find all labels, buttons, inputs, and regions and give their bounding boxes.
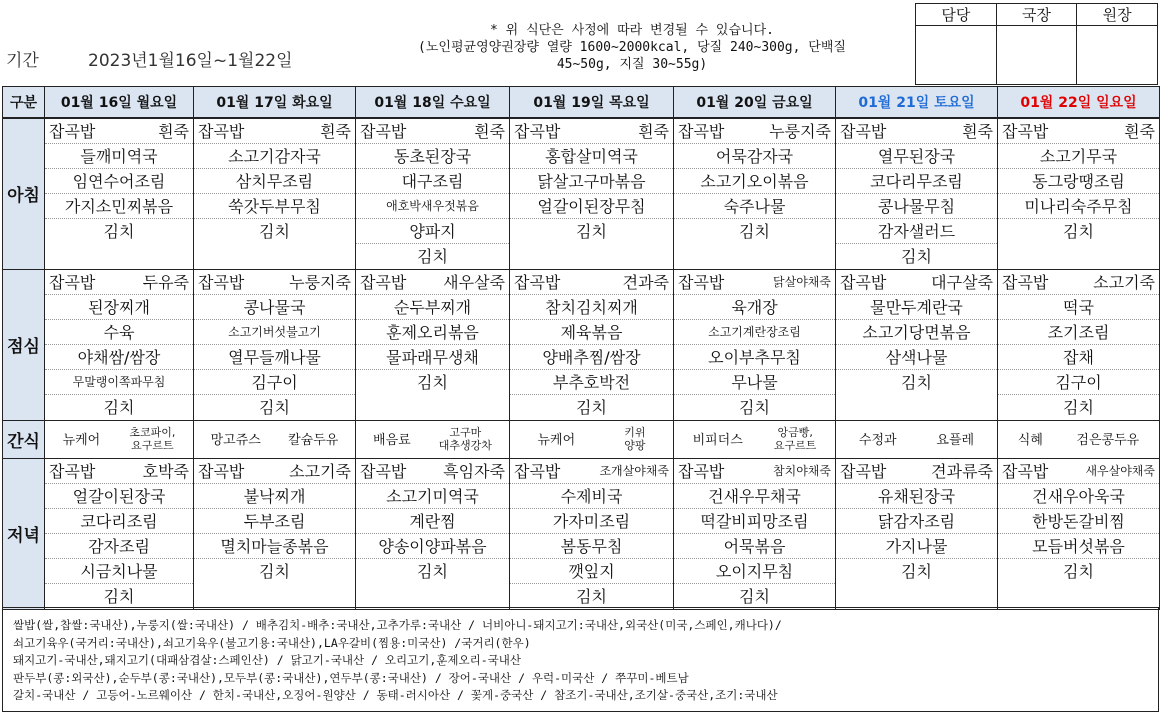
menu-item-porridge: 흰죽 (320, 121, 351, 141)
menu-item: 잡채 (998, 345, 1159, 370)
snack-cell (998, 420, 1160, 458)
menu-cell (510, 118, 674, 270)
menu-item: 소고기당면볶음 (836, 320, 997, 345)
menu-item: 김치 (1063, 397, 1094, 417)
menu-item: 멸치마늘종볶음 (194, 534, 355, 559)
menu-cell (674, 269, 836, 420)
origin-line: 쌀밥(쌀,찹쌀:국내산),누룽지(쌀:국내산) / 배추김치-배추:국내산,고추가루:국내산 / 너비아니-돼지고기:국내산,외국산(미국,스페인,캐나다)/ (13, 618, 782, 632)
menu-item: 김치 (576, 221, 607, 241)
snack-item: 대추생강차 (438, 438, 492, 452)
menu-item-porridge: 대구살죽 (931, 272, 993, 292)
menu-line-main (356, 459, 509, 484)
menu-item: 깻잎지 (510, 559, 673, 584)
menu-item: 양송이양파볶음 (356, 534, 509, 559)
menu-line-main (998, 119, 1159, 144)
menu-item: 동초된장국 (356, 144, 509, 169)
menu-item: 시금치나물 (45, 559, 193, 584)
menu-item-porridge: 호박죽 (142, 461, 189, 481)
nutrition-notice (352, 22, 912, 73)
menu-item: 부추호박전 (510, 370, 673, 395)
menu-cell (998, 269, 1160, 420)
menu-cell (356, 269, 510, 420)
menu-item: 오이부추무침 (674, 345, 835, 370)
menu-line-main (356, 119, 509, 144)
dinner-row (3, 458, 1160, 609)
menu-item: 김구이 (194, 370, 355, 395)
menu-line-main (194, 459, 355, 484)
notice-line: (노인평균영양권장량 열량 1600~2000kcal, 당질 240~300g, 단백질 (418, 40, 846, 55)
menu-item: 불낙찌개 (194, 484, 355, 509)
menu-item-rice: 잡곡밥 (360, 272, 407, 292)
menu-item: 김치 (103, 397, 135, 417)
menu-item: 무나물 (674, 370, 835, 395)
origin-line: 쇠고기육우(국거리:국내산),쇠고기육우(불고기용:국내산),LA우갈비(찜용:미국산) /국거리(한우) (13, 635, 531, 650)
menu-item: 유채된장국 (836, 484, 997, 509)
period-label: 기간 (6, 51, 39, 71)
menu-item: 김치 (417, 246, 448, 266)
menu-cell (836, 458, 998, 609)
notice-line: 45~50g, 지질 30~55g) (556, 57, 708, 72)
snack-items (45, 421, 193, 457)
menu-item: 건새우아욱국 (998, 484, 1159, 509)
menu-item: 코다리무조림 (836, 169, 997, 194)
origin-info (2, 607, 1159, 712)
snack-item: 양팡 (624, 438, 646, 452)
menu-item-rice: 잡곡밥 (198, 121, 245, 141)
menu-item: 수제비국 (510, 484, 673, 509)
menu-item: 동그랑땡조림 (998, 169, 1159, 194)
menu-item-rice: 잡곡밥 (49, 461, 96, 481)
menu-item: 떡갈비피망조림 (674, 509, 835, 534)
menu-item-rice: 잡곡밥 (1002, 461, 1049, 481)
menu-item: 모듬버섯볶음 (998, 534, 1159, 559)
menu-cell (194, 458, 356, 609)
menu-item: 가자미조림 (510, 509, 673, 534)
menu-cell (194, 118, 356, 270)
menu-cell (45, 458, 194, 609)
snack-items (674, 421, 835, 457)
weekly-menu-table (2, 86, 1160, 610)
menu-item: 소고기무국 (998, 144, 1159, 169)
menu-item: 건새우무채국 (674, 484, 835, 509)
menu-item: 제육볶음 (510, 320, 673, 345)
menu-line-main (510, 270, 673, 295)
menu-item: 김치 (1063, 561, 1094, 581)
menu-item: 김치 (901, 246, 932, 266)
menu-item-porridge: 흰죽 (158, 121, 189, 141)
menu-item: 열무들깨나물 (194, 345, 355, 370)
menu-item: 참치김치찌개 (510, 295, 673, 320)
snack-item: 비피더스 (692, 433, 743, 448)
menu-item: 얼갈이된장무침 (510, 194, 673, 219)
snack-item: 앙금빵, (777, 425, 813, 439)
menu-item-porridge: 견과류죽 (931, 461, 993, 481)
menu-item: 코다리조림 (45, 509, 193, 534)
snack-cell (674, 420, 836, 458)
menu-item-rice: 잡곡밥 (360, 461, 407, 481)
day-header-mon: 01월 16일 월요일 (45, 87, 194, 118)
menu-item-rice: 잡곡밥 (678, 121, 725, 141)
menu-item-rice: 잡곡밥 (1002, 121, 1049, 141)
snack-item: 고구마 (449, 425, 482, 439)
menu-item: 무말랭이쪽파무침 (45, 370, 193, 395)
menu-item-rice: 잡곡밥 (840, 461, 887, 481)
snack-item: 칼슘두유 (288, 433, 339, 448)
period-value: 2023년1월16일~1월22일 (88, 51, 293, 71)
snack-item-stacked (624, 426, 645, 452)
notice-line: * 위 식단은 사정에 따라 변경될 수 있습니다. (490, 23, 774, 38)
menu-item: 김치 (259, 221, 290, 241)
snack-items (194, 421, 355, 457)
menu-item-porridge: 새우살야채죽 (1085, 463, 1155, 478)
menu-item: 물파래무생채 (356, 345, 509, 370)
menu-item: 김치 (417, 561, 448, 581)
menu-item: 양배추찜/쌈장 (510, 345, 673, 370)
menu-cell (45, 269, 194, 420)
day-header-sun: 01월 22일 일요일 (998, 87, 1160, 118)
snack-item: 요플레 (936, 433, 975, 448)
day-header-sat: 01월 21일 토요일 (836, 87, 998, 118)
approval-head-label: 원장 (1077, 4, 1158, 26)
snack-items (836, 421, 997, 457)
menu-item-porridge: 참치야채죽 (773, 463, 831, 478)
menu-line-main (836, 459, 997, 484)
menu-item: 김구이 (998, 370, 1159, 395)
menu-item-porridge: 흰죽 (474, 121, 505, 141)
menu-item: 김치 (901, 561, 932, 581)
menu-item: 조기조림 (998, 320, 1159, 345)
menu-item: 김치 (259, 561, 290, 581)
snack-cell (836, 420, 998, 458)
menu-line-main (998, 459, 1159, 484)
menu-item: 닭살고구마볶음 (510, 169, 673, 194)
menu-item-rice: 잡곡밥 (198, 272, 245, 292)
menu-item: 순두부찌개 (356, 295, 509, 320)
menu-item: 오이지무침 (674, 559, 835, 584)
snack-item: 수정과 (858, 433, 897, 448)
origin-line: 판두부(콩:외국산),순두부(콩:국내산),모두부(콩:국내산),연두부(콩:국내산) / 장어-국내산 / 우럭-미국산 / 쭈꾸미-베트남 (13, 670, 689, 685)
menu-cell (510, 269, 674, 420)
menu-item-porridge: 흑임자죽 (443, 461, 505, 481)
menu-item-porridge: 두유죽 (142, 272, 189, 292)
menu-line-main (836, 119, 997, 144)
snack-item: 초코파이, (129, 425, 176, 439)
snack-item: 요구르트 (773, 438, 817, 452)
menu-item: 떡국 (998, 295, 1159, 320)
snack-cell (45, 420, 194, 458)
menu-cell (674, 118, 836, 270)
snack-item-stacked (774, 426, 817, 452)
menu-item-porridge: 새우살죽 (443, 272, 505, 292)
menu-cell (356, 458, 510, 609)
menu-item-rice: 잡곡밥 (198, 461, 245, 481)
snack-item: 망고쥬스 (210, 433, 261, 448)
menu-item: 계란찜 (356, 509, 509, 534)
corner-cell: 구분 (3, 87, 45, 118)
menu-item: 얼갈이된장국 (45, 484, 193, 509)
menu-item: 열무된장국 (836, 144, 997, 169)
menu-cell (836, 118, 998, 270)
snack-item: 뉴케어 (62, 433, 101, 448)
menu-item: 김치 (1063, 221, 1094, 241)
menu-line-main (674, 459, 835, 484)
menu-cell (510, 458, 674, 609)
approval-box (915, 3, 1158, 85)
menu-item: 미나리숙주무침 (998, 194, 1159, 219)
menu-item: 삼치무조림 (194, 169, 355, 194)
day-header-row (3, 87, 1160, 118)
menu-item-rice: 잡곡밥 (49, 272, 96, 292)
snack-item: 키위 (624, 425, 646, 439)
menu-item: 김치 (901, 372, 932, 392)
menu-item: 두부조림 (194, 509, 355, 534)
snack-item: 배음료 (373, 433, 411, 448)
origin-line: 돼지고기-국내산,돼지고기(대패삼겹살:스페인산) / 닭고기-국내산 / 오리고기,훈제오리-국내산 (13, 653, 521, 667)
menu-item-porridge: 소고기죽 (1093, 272, 1155, 292)
menu-cell (836, 269, 998, 420)
menu-item: 소고기버섯불고기 (194, 320, 355, 345)
snack-item-stacked (129, 426, 175, 452)
menu-item: 숙주나물 (674, 194, 835, 219)
menu-item-rice: 잡곡밥 (514, 272, 561, 292)
menu-item: 김치 (739, 586, 770, 606)
meal-label-lunch: 점심 (3, 269, 45, 420)
menu-line-main (194, 270, 355, 295)
lunch-row (3, 269, 1160, 420)
menu-item-rice: 잡곡밥 (514, 461, 561, 481)
menu-item: 김치 (103, 586, 135, 606)
menu-line-main (674, 119, 835, 144)
menu-item-rice: 잡곡밥 (840, 121, 887, 141)
snack-items (510, 421, 673, 457)
day-header-fri: 01월 20일 금요일 (674, 87, 836, 118)
menu-item: 봄동무침 (510, 534, 673, 559)
meal-label-snack: 간식 (3, 420, 45, 458)
menu-item-rice: 잡곡밥 (49, 121, 96, 141)
menu-cell (356, 118, 510, 270)
menu-item: 들깨미역국 (45, 144, 193, 169)
approval-charge-label: 담당 (916, 4, 997, 26)
menu-line-main (674, 270, 835, 295)
menu-item: 김치 (576, 397, 607, 417)
header (0, 0, 1161, 86)
snack-item: 요구르트 (131, 438, 174, 452)
menu-item: 홍합살미역국 (510, 144, 673, 169)
day-header-wed: 01월 18일 수요일 (356, 87, 510, 118)
snack-cell (194, 420, 356, 458)
snack-item-stacked (439, 426, 492, 452)
menu-item: 어묵볶음 (674, 534, 835, 559)
menu-item: 대구조림 (356, 169, 509, 194)
menu-item: 수육 (45, 320, 193, 345)
menu-item-rice: 잡곡밥 (678, 461, 725, 481)
menu-item-rice: 잡곡밥 (678, 272, 725, 292)
menu-item: 김치 (103, 221, 135, 241)
menu-item: 콩나물무침 (836, 194, 997, 219)
menu-item: 소고기미역국 (356, 484, 509, 509)
menu-item: 닭감자조림 (836, 509, 997, 534)
breakfast-row (3, 118, 1160, 270)
menu-cell (998, 458, 1160, 609)
menu-item-porridge: 소고기죽 (289, 461, 351, 481)
snack-cell (356, 420, 510, 458)
menu-cell (45, 118, 194, 270)
menu-line-main (510, 459, 673, 484)
menu-line-main (836, 270, 997, 295)
menu-item: 훈제오리볶음 (356, 320, 509, 345)
origin-line: 갈치-국내산 / 고등어-노르웨이산 / 한치-국내산,오징어-원양산 / 동태-러시아산 / 꽃게-중국산 / 참조기-국내산,조기살-중국산,조기:국내산 (13, 688, 778, 702)
menu-item-porridge: 흰죽 (962, 121, 993, 141)
menu-item-porridge: 조개살야채죽 (599, 463, 669, 478)
menu-item: 양파지 (356, 219, 509, 244)
menu-item: 육개장 (674, 295, 835, 320)
menu-item: 된장찌개 (45, 295, 193, 320)
day-header-thu: 01월 19일 목요일 (510, 87, 674, 118)
menu-item: 야채쌈/쌈장 (45, 345, 193, 370)
menu-cell (674, 458, 836, 609)
menu-item: 감자조림 (45, 534, 193, 559)
approval-charge-sign[interactable] (916, 26, 997, 85)
menu-item: 물만두계란국 (836, 295, 997, 320)
approval-director-sign[interactable] (996, 26, 1077, 85)
menu-item-porridge: 흰죽 (1124, 121, 1155, 141)
menu-cell (194, 269, 356, 420)
menu-item: 소고기계란장조림 (674, 320, 835, 345)
snack-cell (510, 420, 674, 458)
menu-item: 김치 (739, 221, 770, 241)
menu-cell (998, 118, 1160, 270)
menu-line-main (356, 270, 509, 295)
menu-item: 가지소민찌볶음 (45, 194, 193, 219)
menu-item: 소고기오이볶음 (674, 169, 835, 194)
menu-item-rice: 잡곡밥 (1002, 272, 1049, 292)
menu-line-main (510, 119, 673, 144)
menu-item-porridge: 닭살야채죽 (773, 274, 831, 289)
menu-item: 소고기감자국 (194, 144, 355, 169)
menu-item-rice: 잡곡밥 (840, 272, 887, 292)
menu-line-main (194, 119, 355, 144)
day-header-tue: 01월 17일 화요일 (194, 87, 356, 118)
menu-line-main (45, 270, 193, 295)
menu-item: 감자샐러드 (836, 219, 997, 244)
menu-item-porridge: 견과죽 (622, 272, 669, 292)
menu-line-main (998, 270, 1159, 295)
snack-items (998, 421, 1159, 457)
menu-item: 가지나물 (836, 534, 997, 559)
menu-item: 어묵감자국 (674, 144, 835, 169)
menu-item: 김치 (259, 397, 290, 417)
snack-item: 검은콩두유 (1076, 433, 1140, 448)
snack-items (356, 421, 509, 457)
snack-item: 뉴케어 (537, 433, 576, 448)
meal-label-dinner: 저녁 (3, 458, 45, 609)
menu-item: 김치 (417, 372, 448, 392)
menu-item: 애호박새우젓볶음 (356, 194, 509, 219)
menu-item: 콩나물국 (194, 295, 355, 320)
menu-item: 김치 (576, 586, 607, 606)
approval-director-label: 국장 (996, 4, 1077, 26)
menu-item: 한방돈갈비찜 (998, 509, 1159, 534)
menu-item-rice: 잡곡밥 (360, 121, 407, 141)
menu-item-porridge: 누룽지죽 (289, 272, 351, 292)
menu-line-main (45, 119, 193, 144)
menu-item-porridge: 누룽지죽 (769, 121, 831, 141)
menu-item: 쑥갓두부무침 (194, 194, 355, 219)
menu-item: 김치 (739, 397, 770, 417)
menu-item: 임연수어조림 (45, 169, 193, 194)
menu-line-main (45, 459, 193, 484)
menu-item-rice: 잡곡밥 (514, 121, 561, 141)
snack-row (3, 420, 1160, 458)
meal-label-breakfast: 아침 (3, 118, 45, 270)
approval-head-sign[interactable] (1077, 26, 1158, 85)
menu-item: 삼색나물 (836, 345, 997, 370)
snack-item: 식혜 (1017, 433, 1043, 448)
menu-item-porridge: 흰죽 (638, 121, 669, 141)
